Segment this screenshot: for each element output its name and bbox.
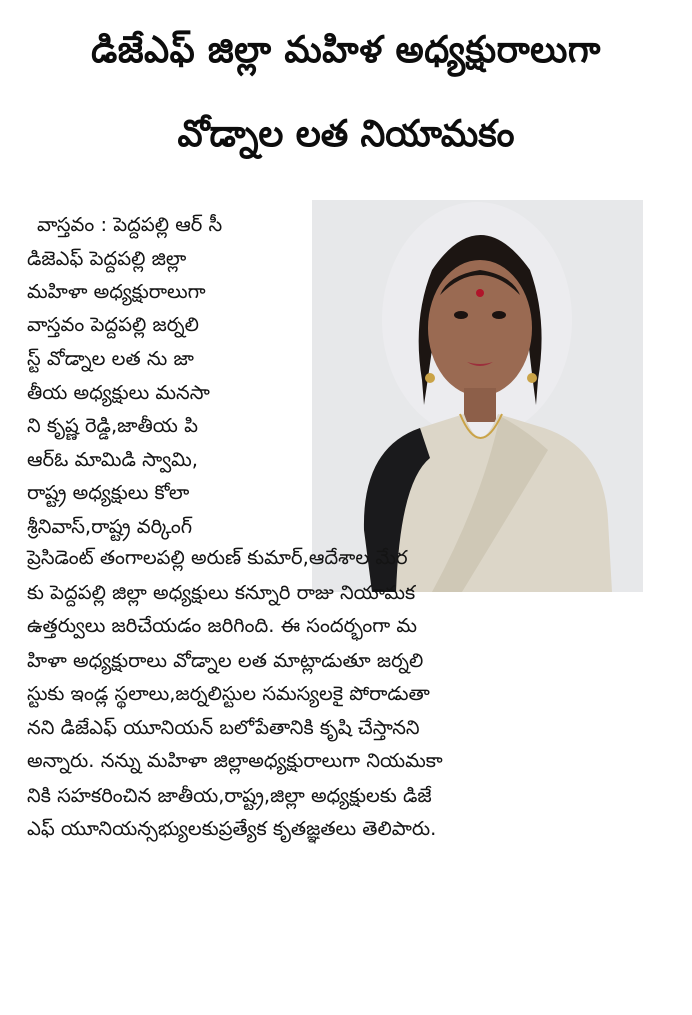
body-line: రాష్ట్ర అధ్యక్షులు కోలా <box>27 481 190 504</box>
body-line: కు పెద్దపల్లి జిల్లా అధ్యక్షులు కన్నూరి రాజు నియామక <box>27 581 416 604</box>
body-line: శ్రీనివాస్,రాష్ట్ర వర్కింగ్ <box>27 515 193 538</box>
body-line: డిజెఎఫ్ పెద్దపల్లి జిల్లా <box>27 247 187 270</box>
body-line: వాస్తవం : పెద్దపల్లి ఆర్ సీ <box>37 213 223 236</box>
headline-line-1: డిజేఎఫ్ జిల్లా మహిళ అధ్యక్షురాలుగా <box>91 28 601 71</box>
body-line: స్ట్ వోడ్నాల లత ను జా <box>27 347 194 370</box>
body-line: వాస్తవం పెద్దపల్లి జర్నలి <box>27 313 199 336</box>
headline-line-2: వోడ్నాల లత నియామకం <box>177 112 515 155</box>
body-line: మహిళా అధ్యక్షురాలుగా <box>27 280 206 303</box>
body-line: ఎఫ్ యూనియన్సభ్యులకుప్రత్యేక కృతజ్ఞతలు తెలిపారు. <box>27 817 437 840</box>
body-line: నని డిజేఎఫ్ యూనియన్ బలోపేతానికి కృషి చేస్తానని <box>27 716 420 739</box>
portrait-photo <box>312 200 643 592</box>
body-line: అన్నారు. నన్ను మహిళా జిల్లాఅధ్యక్షురాలుగా నియమకా <box>27 749 443 772</box>
body-line: ని కృష్ణ రెడ్డి,జాతీయ పి <box>27 414 198 437</box>
body-line: ఉత్తర్వులు జరిచేయడం జరిగింది. ఈ సందర్భంగా మ <box>27 614 418 637</box>
body-line: హిళా అధ్యక్షురాలు వోడ్నాల లత మాట్లాడుతూ జర్నలి <box>27 649 424 672</box>
body-line: స్టుకు ఇండ్ల స్థలాలు,జర్నలిస్టుల సమస్యలకై పోరాడుతా <box>27 682 430 705</box>
body-line: తీయ అధ్యక్షులు మనసా <box>27 381 210 404</box>
body-line: నికి సహకరించిన జాతీయ,రాష్ట్ర,జిల్లా అధ్యక్షులకు డిజే <box>27 784 432 807</box>
body-line: ప్రెసిడెంట్ తంగాలపల్లి అరుణ్ కుమార్,ఆదేశాల మేర <box>27 546 408 569</box>
body-line: ఆర్ఓ మామిడి స్వామి, <box>27 448 198 471</box>
